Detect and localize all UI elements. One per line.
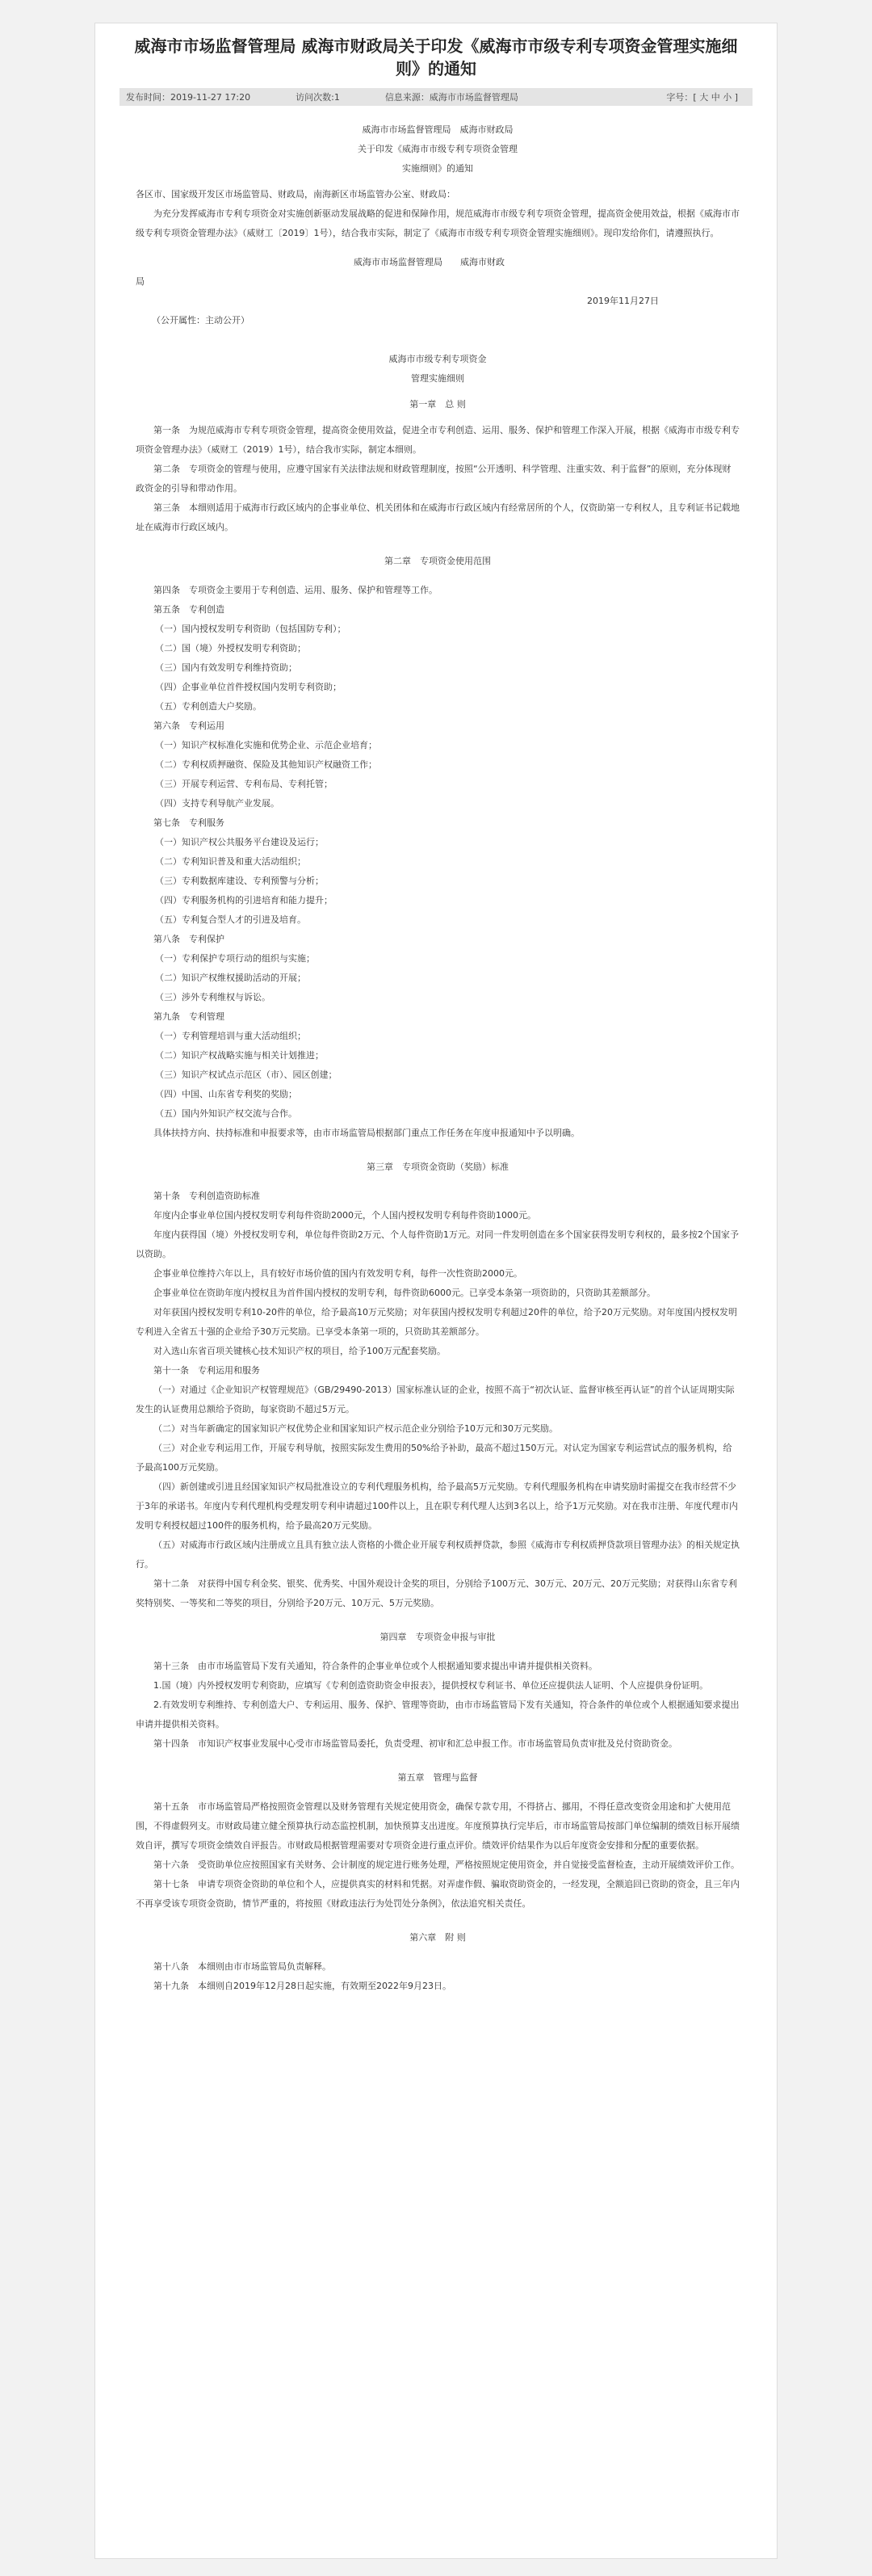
article-paragraph: 第三条 本细则适用于威海市行政区域内的企事业单位、机关团体和在威海市行政区域内有经常居所的个人，仅资助第一专利权人，且专利证书记载地址在威海市行政区域内。 — [136, 502, 740, 532]
chapter-heading: 第六章 附 则 — [409, 1932, 466, 1943]
list-item: （二）知识产权战略实施与相关计划推进； — [155, 1050, 324, 1061]
header-issuers: 威海市市场监督管理局 威海市财政局 — [362, 124, 514, 135]
list-item: （二）专利权质押融资、保险及其他知识产权融资工作； — [155, 759, 377, 770]
article-paragraph: 第十九条 本细则自2019年12月28日起实施，有效期至2022年9月23日。 — [153, 1981, 451, 1991]
public-attribute: （公开属性：主动公开） — [152, 315, 249, 326]
list-item: （三）国内有效发明专利维持资助； — [155, 662, 297, 673]
header-line: 实施细则》的通知 — [402, 163, 473, 174]
list-item: （四）企事业单位首件授权国内发明专利资助； — [155, 682, 342, 692]
article-paragraph: 企事业单位在资助年度内授权且为首件国内授权的发明专利，每件资助6000元。已享受本条第一项资助的，只资助其差额部分。 — [153, 1288, 656, 1298]
article-paragraph: 第九条 专利管理 — [153, 1011, 224, 1022]
chapter-heading: 第三章 专项资金资助（奖励）标准 — [367, 1162, 509, 1172]
article-paragraph: （五）对威海市行政区域内注册成立且具有独立法人资格的小微企业开展专利权质押贷款，参照《威海市专利权质押贷款项目管理办法》的相关规定执行。 — [136, 1540, 740, 1570]
document-date: 2019年11月27日 — [587, 296, 659, 306]
article-paragraph: 第八条 专利保护 — [153, 934, 224, 944]
addressee: 各区市、国家级开发区市场监管局、财政局，南海新区市场监管办公室、财政局： — [136, 189, 455, 200]
article-paragraph: 第十五条 市市场监管局严格按照资金管理以及财务管理有关规定使用资金，确保专款专用，不得挤占、挪用，不得任意改变资金用途和扩大使用范围，不得虚假列支。市财政局建立健全预算执行动态监控机制，加快预算支出进度。年度预算执行完毕后，市市场监管局按部门单位编制的绩效目标开展绩效自评，撰写专项资金绩效自评报告。市财政局根据管理需要对专项资金进行重点评价。绩效评价结果作为以后年度资金安排和分配的重要依据。 — [136, 1801, 740, 1851]
info-source: 信息来源：威海市市场监督管理局 — [384, 92, 518, 103]
article-paragraph: 对年获国内授权发明专利10-20件的单位，给予最高10万元奖励；对年获国内授权发明专利超过20件的单位，给予20万元奖励。对年度国内授权发明专利进入全省五十强的企业给予30万元奖励。已享受本条第一项的，只资助其差额部分。 — [136, 1307, 737, 1337]
article-paragraph: （一）对通过《企业知识产权管理规范》（GB/29490-2013）国家标准认证的企业，按照不高于“初次认证、监督审核至再认证”的首个认证周期实际发生的认证费用总额给予资助，每家资助不超过5万元。 — [136, 1385, 735, 1414]
article-paragraph: 第六条 专利运用 — [153, 721, 224, 731]
rules-title: 威海市市级专利专项资金 — [388, 354, 487, 364]
article-title: 威海市市场监督管理局 威海市财政局关于印发《威海市市级专利专项资金管理实施细则》的通知 — [134, 36, 738, 78]
article-paragraph: 对入选山东省百项关键核心技术知识产权的项目，给予100万元配套奖励。 — [153, 1346, 446, 1356]
article-paragraph: 第十三条 由市市场监管局下发有关通知，符合条件的企事业单位或个人根据通知要求提出申请并提供相关资料。 — [153, 1661, 597, 1671]
article-paragraph: 第七条 专利服务 — [153, 817, 224, 828]
article-paragraph: 第十二条 对获得中国专利金奖、银奖、优秀奖、中国外观设计金奖的项目，分别给予100万元、30万元、20万元、20万元奖励；对获得山东省专利奖特别奖、一等奖和二等奖的项目，分别给予20万元、10万元、5万元奖励。 — [136, 1578, 737, 1608]
article-content — [95, 106, 777, 1996]
article-paragraph: 第十七条 申请专项资金资助的单位和个人，应提供真实的材料和凭据。对弄虚作假、骗取资助资金的，一经发现，全额追回已资助的资金，且三年内不再享受该专项资金资助，情节严重的，将按照《财政违法行为处罚处分条例》，依法追究相关责任。 — [136, 1879, 740, 1909]
article-meta-bar — [119, 88, 753, 106]
list-item: （一）国内授权发明专利资助（包括国防专利）； — [155, 624, 346, 634]
article-page — [94, 23, 778, 2559]
visit-count: 访问次数:1 — [296, 92, 340, 103]
article-paragraph: 年度内企事业单位国内授权发明专利每件资助2000元，个人国内授权发明专利每件资助1000元。 — [153, 1210, 536, 1221]
article-paragraph: （三）对企业专利运用工作，开展专利导航，按照实际发生费用的50%给予补助，最高不超过150万元。对认定为国家专利运营试点的服务机构，给予最高100万元奖励。 — [136, 1443, 732, 1473]
article-paragraph: 年度内获得国（境）外授权发明专利，单位每件资助2万元、个人每件资助1万元。对同一件发明创造在多个国家获得发明专利权的，最多按2个国家予以资助。 — [136, 1229, 739, 1259]
list-item: （五）国内外知识产权交流与合作。 — [155, 1108, 297, 1119]
article-paragraph: 第二条 专项资金的管理与使用，应遵守国家有关法律法规和财政管理制度，按照“公开透明、科学管理、注重实效、利于监督”的原则，充分体现财政资金的引导和带动作用。 — [136, 464, 732, 494]
list-item: （四）中国、山东省专利奖的奖励； — [155, 1089, 297, 1099]
article-paragraph: 具体扶持方向、扶持标准和申报要求等，由市市场监管局根据部门重点工作任务在年度申报通知中予以明确。 — [153, 1128, 580, 1138]
article-paragraph: 第十四条 市知识产权事业发展中心受市市场监管局委托，负责受理、初审和汇总申报工作。市市场监管局负责审批及兑付资助资金。 — [153, 1738, 677, 1749]
list-item: （三）知识产权试点示范区（市）、园区创建； — [155, 1069, 337, 1080]
article-paragraph: 1.国（境）内外授权发明专利资助，应填写《专利创造资助资金申报表》，提供授权专利证书、单位还应提供法人证明、个人应提供身份证明。 — [153, 1680, 708, 1691]
list-item: （三）开展专利运营、专利布局、专利托管； — [155, 779, 333, 789]
article-paragraph: 第一条 为规范威海市专利专项资金管理，提高资金使用效益，促进全市专利创造、运用、服务、保护和管理工作深入开展，根据《威海市市级专利专项资金管理办法》（威财工（2019）1号），结合我市实际，制定本细则。 — [136, 425, 740, 455]
list-item: （五）专利创造大户奖励。 — [155, 701, 262, 712]
header-line: 关于印发《威海市市级专利专项资金管理 — [358, 144, 518, 154]
list-item: （一）知识产权标准化实施和优势企业、示范企业培育； — [155, 740, 377, 750]
list-item: （二）知识产权维权援助活动的开展； — [155, 973, 306, 983]
list-item: （一）知识产权公共服务平台建设及运行； — [155, 837, 324, 847]
article-paragraph: 2.有效发明专利维持、专利创造大户、专利运用、服务、保护、管理等资助，由市市场监管局下发有关通知，符合条件的单位或个人根据通知要求提出申请并提供相关资料。 — [136, 1700, 740, 1729]
chapter-heading: 第二章 专项资金使用范围 — [384, 556, 491, 566]
intro-paragraph: 为充分发挥威海市专利专项资金对实施创新驱动发展战略的促进和保障作用，规范威海市市级专利专项资金管理，提高资金使用效益，根据《威海市市级专利专项资金管理办法》（威财工〔2019〕1号），结合我市实际，制定了《威海市市级专利专项资金管理实施细则》。现印发给你们，请遵照执行。 — [136, 208, 740, 238]
rules-title: 管理实施细则 — [411, 373, 464, 384]
list-item: （二）专利知识普及和重大活动组织； — [155, 856, 306, 867]
list-item: （四）支持专利导航产业发展。 — [155, 798, 279, 809]
article-paragraph: 第十一条 专利运用和服务 — [153, 1365, 260, 1376]
article-paragraph: 第十条 专利创造资助标准 — [153, 1191, 260, 1201]
article-paragraph: 第五条 专利创造 — [153, 604, 224, 615]
list-item: （四）专利服务机构的引进培育和能力提升； — [155, 895, 333, 906]
article-paragraph: （四）新创建或引进且经国家知识产权局批准设立的专利代理服务机构，给予最高5万元奖励。专利代理服务机构在申请奖励时需提交在我市经营不少于3年的承诺书。年度内专利代理机构受理发明专利申请超过100件以上，且在职专利代理人达到3名以上，给予1万元奖励。对在我市注册、年度代理市内发明专利授权超过100件的服务机构，给予最高20万元奖励。 — [136, 1481, 738, 1531]
list-item: （三）专利数据库建设、专利预警与分析； — [155, 876, 324, 886]
article-paragraph: （二）对当年新确定的国家知识产权优势企业和国家知识产权示范企业分别给予10万元和30万元奖励。 — [153, 1423, 558, 1434]
publish-time: 发布时间：2019-11-27 17:20 — [126, 92, 251, 103]
list-item: （一）专利管理培训与重大活动组织； — [155, 1031, 306, 1041]
list-item: （三）涉外专利维权与诉讼。 — [155, 992, 270, 1002]
chapter-heading: 第五章 管理与监督 — [397, 1772, 478, 1783]
font-size-switcher[interactable]: 字号：[ 大 中 小 ] — [666, 92, 738, 103]
article-paragraph: 第十八条 本细则由市市场监管局负责解释。 — [153, 1961, 331, 1972]
chapter-heading: 第四章 专项资金申报与审批 — [379, 1632, 496, 1642]
article-paragraph: 第十六条 受资助单位应按照国家有关财务、会计制度的规定进行账务处理，严格按照规定使用资金，并自觉接受监督检查，主动开展绩效评价工作。 — [153, 1860, 740, 1870]
list-item: （二）国（境）外授权发明专利资助； — [155, 643, 306, 653]
list-item: （五）专利复合型人才的引进及培育。 — [155, 914, 306, 925]
signature-line: 威海市市场监督管理局 威海市财政 — [354, 257, 505, 267]
article-paragraph: 企事业单位维持六年以上，具有较好市场价值的国内有效发明专利，每件一次性资助2000元。 — [153, 1268, 522, 1279]
signature-line: 局 — [136, 276, 145, 287]
list-item: （一）专利保护专项行动的组织与实施； — [155, 953, 315, 964]
article-paragraph: 第四条 专项资金主要用于专利创造、运用、服务、保护和管理等工作。 — [153, 585, 438, 595]
chapter-heading: 第一章 总 则 — [409, 399, 466, 410]
